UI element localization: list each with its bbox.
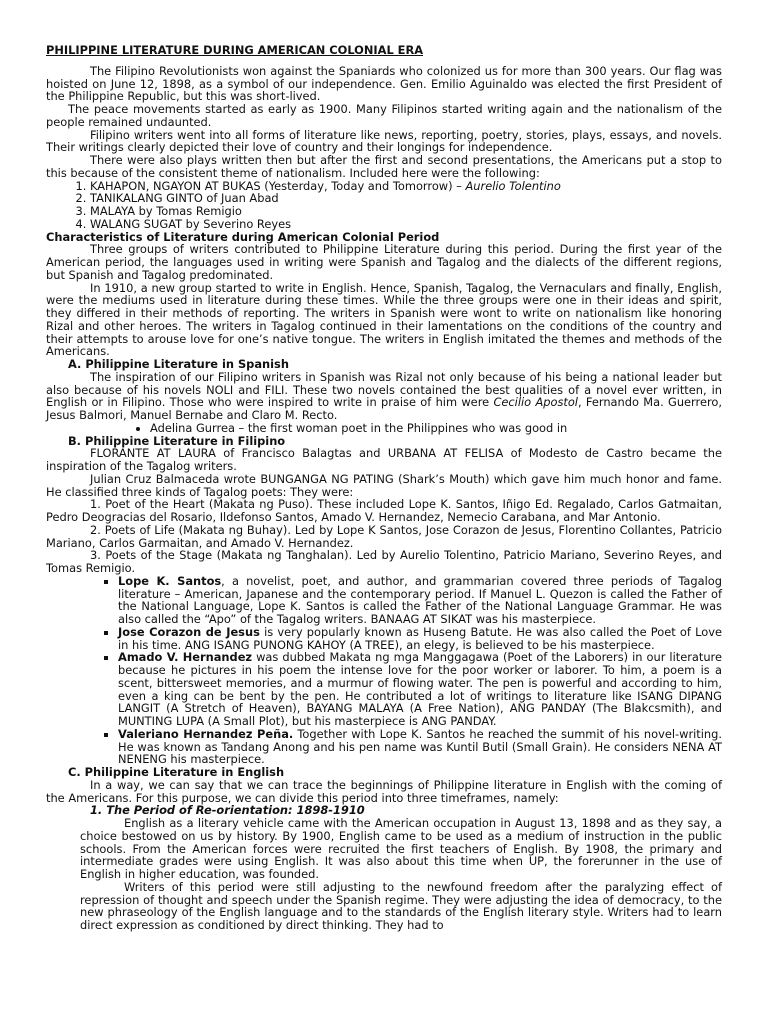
list-item: 3. MALAYA by Tomas Remigio bbox=[90, 205, 722, 218]
spanish-paragraph: The inspiration of our Filipino writers in Spanish was Rizal not only because of his being a national leader but also because of his novels NOLI and FILI. These two novels contained the best qualities of a novel ever written, in English or in Filipino. Those who were inspired to write in praise of him were Cecilio Apostol, Fernando Ma. Guerrero, Jesus Balmori, Manuel Bernabe and Claro M. Recto. bbox=[46, 369, 722, 422]
intro-paragraph-4: There were also plays written then but after the first and second presentations, the Americans put a stop to this because of the consistent theme of nationalism. Included here were the following: bbox=[46, 153, 722, 180]
poets-of-stage: 3. Poets of the Stage (Makata ng Tanghalan). Led by Aurelio Tolentino, Patricio Mariano, Severino Reyes, and Tomas Remigio. bbox=[46, 548, 722, 575]
english-paragraph-3: Writers of this period were still adjusting to the newfound freedom after the paralyzing effect of repression of thought and speech under the Spanish regime. They were adjusting the idea of democracy, to the new phraseology of the English language and to the standards of the English literary style. Writers had to learn direct expression as conditioned by direct thinking. They had to bbox=[80, 879, 722, 932]
filipino-paragraph-1: FLORANTE AT LAURA of Francisco Balagtas and URBANA AT FELISA of Modesto de Castro became the inspiration of the Tagalog writers. bbox=[46, 446, 722, 473]
section-c-heading: C. Philippine Literature in English bbox=[68, 765, 285, 779]
list-item: ▪ Amado V. Hernandez was dubbed Makata ng mga Manggagawa (Poet of the Laborers) in our literature because he pictures in his poem the intense love for the poor worker or laborer. To him, a poem is a scent, bittersweet memories, and a murmur of flowing water. The pen is powerful and according to him, even a king can be bent by the pen. He contributed a lot of writings to literature like ISANG DIPANG LANGIT (A Stretch of Heaven), BAYANG MALAYA (A Free Nation), ANG PANDAY (The Blakcsmith), and MUNTING LUPA (A Small Plot), but his masterpiece is ANG PANDAY. bbox=[118, 651, 722, 728]
list-item: 2. TANIKALANG GINTO of Juan Abad bbox=[90, 192, 722, 205]
filipino-paragraph-2: Julian Cruz Balmaceda wrote BUNGANGA NG PATING (Shark’s Mouth) which gave him much honor and fame. He classified three kinds of Tagalog poets: They were: bbox=[46, 471, 722, 499]
english-paragraph-2: English as a literary vehicle came with the American occupation in August 13, 1898 and as they say, a choice bestowed on us by history. By 1900, English came to be used as a medium of instruction in the public schools. From the American forces were recruited the first teachers of English. By 1908, the primary and intermediate grades were using English. It was also about this time when UP, the forerunner in the use of English in higher education, was founded. bbox=[80, 816, 722, 881]
period-body bbox=[80, 817, 722, 932]
intro-paragraph-1: The Filipino Revolutionists won against the Spaniards who colonized us for more than 300 years. Our flag was hoisted on June 12, 1898, as a symbol of our independence. Gen. Emilio Aguinaldo was elected the first President of the Philippine Republic, but this was short-lived. bbox=[46, 63, 722, 104]
section-a-heading: A. Philippine Literature in Spanish bbox=[68, 357, 289, 371]
list-item: • Adelina Gurrea – the first woman poet in the Philippines who was good in bbox=[150, 422, 722, 435]
intro-paragraph-2: The peace movements started as early as 1900. Many Filipinos started writing again and the nationalism of the people remained undaunted. bbox=[46, 102, 722, 129]
period-heading: 1. The Period of Re-orientation: 1898-1910 bbox=[90, 803, 365, 818]
list-item: 4. WALANG SUGAT by Severino Reyes bbox=[90, 218, 722, 231]
characteristics-paragraph-1: Three groups of writers contributed to Philippine Literature during this period. During the first year of the American period, the languages used in writing were Spanish and Tagalog and the dialects of the different regions, but Spanish and Tagalog predominated. bbox=[46, 242, 722, 282]
list-item: ▪ Jose Corazon de Jesus is very popularly known as Huseng Batute. He was also called the Poet of Love in his time. ANG ISANG PUNONG KAHOY (A TREE), an elegy, is believed to be his masterpiece. bbox=[118, 626, 722, 652]
plays-list bbox=[46, 180, 722, 231]
list-item: ▪ Lope K. Santos, a novelist, poet, and author, and grammarian covered three periods of Tagalog literature – American, Japanese and the contemporary period. If Manuel L. Quezon is called the Father of the National Language, Lope K. Santos is called the Father of the National Language Grammar. He was also called the “Apo” of the Tagalog writers. BANAAG AT SIKAT was his masterpiece. bbox=[118, 575, 722, 626]
list-item: 1. KAHAPON, NGAYON AT BUKAS (Yesterday, Today and Tomorrow) – Aurelio Tolentino bbox=[90, 180, 722, 193]
poets-of-heart: 1. Poet of the Heart (Makata ng Puso). These included Lope K. Santos, Iñigo Ed. Regalado, Carlos Gatmaitan, Pedro Deogracias del Rosario, Ildefonso Santos, Amado V. Hernandez, Nemecio Carabana, and Mar Antonio. bbox=[46, 497, 722, 524]
poets-of-life: 2. Poets of Life (Makata ng Buhay). Led by Lope K Santos, Jose Corazon de Jesus, Florentino Collantes, Patricio Mariano, Carlos Garmaitan, and Amado V. Hernandez. bbox=[46, 522, 722, 550]
list-item: ▪ Valeriano Hernandez Peña. Together with Lope K. Santos he reached the summit of his novel-writing. He was known as Tandang Anong and his pen name was Kuntil Butil (Small Grain). He considers NENA AT NENENG his masterpiece. bbox=[118, 728, 722, 766]
spanish-bullet-list bbox=[46, 422, 722, 435]
section-b-heading: B. Philippine Literature in Filipino bbox=[68, 433, 286, 448]
intro-paragraph-3: Filipino writers went into all forms of literature like news, reporting, poetry, stories, plays, essays, and novels. Their writings clearly depicted their love of country and their longings for independence. bbox=[46, 127, 722, 155]
english-paragraph-1: In a way, we can say that we can trace the beginnings of Philippine literature in English with the coming of the Americans. For this purpose, we can divide this period into three timeframes, namely: bbox=[46, 777, 722, 805]
document-title: PHILIPPINE LITERATURE DURING AMERICAN COLONIAL ERA bbox=[46, 43, 424, 57]
characteristics-heading: Characteristics of Literature during American Colonial Period bbox=[46, 229, 440, 244]
characteristics-paragraph-2: In 1910, a new group started to write in English. Hence, Spanish, Tagalog, the Vernaculars and finally, English, were the mediums used in literature during these times. While the three groups were one in their ideas and spirit, they differed in their methods of reporting. The writers in Spanish were wont to write on nationalism like honoring Rizal and other heroes. The writers in Tagalog continued in their lamentations on the conditions of the country and their attempts to arouse love for one’s native tongue. The writers in English imitated the themes and methods of the Americans. bbox=[46, 280, 722, 359]
writers-list bbox=[46, 575, 722, 766]
